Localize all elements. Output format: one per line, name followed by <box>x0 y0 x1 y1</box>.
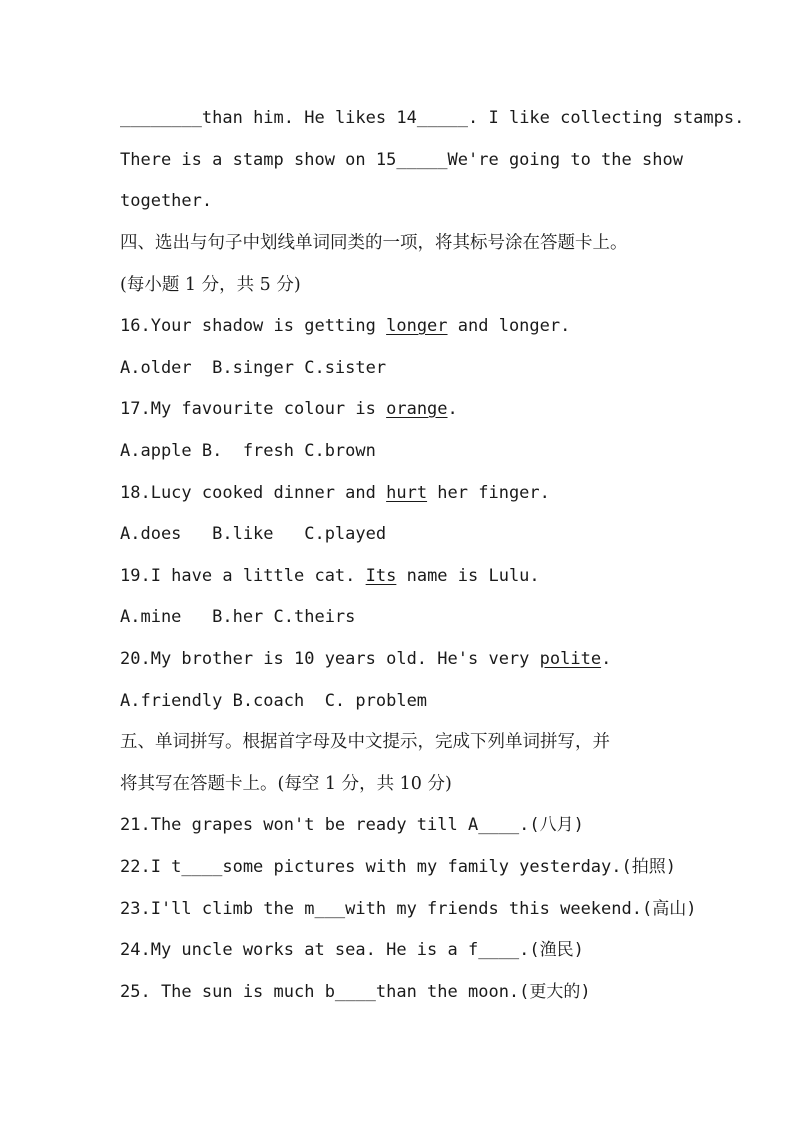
question-text: 20.My brother is 10 years old. He's very <box>120 649 540 669</box>
section-4-score: (每小题 1 分，共 5 分) <box>120 275 301 295</box>
passage-text: . I like collecting stamps. <box>468 108 745 128</box>
section-4-title: 四、选出与句子中划线单词同类的一项，将其标号涂在答题卡上。 <box>120 233 628 253</box>
question-text: name is Lulu. <box>396 566 540 586</box>
underlined-word: polite <box>539 649 602 669</box>
question-text: 19.I have a little cat. <box>120 566 366 586</box>
question-text: . <box>601 649 612 669</box>
question-16-options: A.older B.singer C.sister <box>120 358 387 378</box>
question-19-options: A.mine B.her C.theirs <box>120 607 356 627</box>
question-text: . <box>447 399 458 419</box>
passage-line-3: together. <box>120 191 213 211</box>
question-text: 17.My favourite colour is <box>120 399 387 419</box>
underlined-word: Its <box>365 566 397 586</box>
question-text: her finger. <box>427 483 550 503</box>
underlined-word: longer <box>386 316 448 336</box>
passage-line-1 <box>120 107 745 129</box>
underlined-word: hurt <box>386 483 428 503</box>
passage-text: than him. He likes 14 <box>201 108 417 128</box>
question-text: and longer. <box>447 316 571 336</box>
question-17 <box>120 398 680 420</box>
question-20-options: A.friendly B.coach C. problem <box>120 691 428 711</box>
question-18-options: A.does B.like C.played <box>120 524 387 544</box>
section-5-subtitle: 将其写在答题卡上。(每空 1 分，共 10 分) <box>120 774 452 794</box>
blank-15: _____ <box>396 150 448 170</box>
passage-text: There is a stamp show on 15 <box>120 150 397 170</box>
question-17-options: A.apple B. fresh C.brown <box>120 441 376 461</box>
question-19 <box>120 565 680 587</box>
blank-14: _____ <box>416 108 469 128</box>
passage-text: We're going to the show <box>447 150 683 170</box>
question-text: 18.Lucy cooked dinner and <box>120 483 387 503</box>
underlined-word: orange <box>386 399 448 419</box>
question-22: 22.I t____some pictures with my family yesterday.(拍照) <box>120 857 676 877</box>
question-23: 23.I'll climb the m___with my friends this weekend.(高山) <box>120 899 697 919</box>
blank-13: ________ <box>120 108 202 128</box>
question-16 <box>120 315 680 337</box>
question-21: 21.The grapes won't be ready till A____.(八月) <box>120 815 584 835</box>
question-25: 25. The sun is much b____than the moon.(更大的) <box>120 982 591 1002</box>
section-5-title: 五、单词拼写。根据首字母及中文提示，完成下列单词拼写，并 <box>120 732 610 752</box>
question-text: 16.Your shadow is getting <box>120 316 387 336</box>
question-20 <box>120 648 680 670</box>
passage-line-2 <box>120 149 683 171</box>
question-24: 24.My uncle works at sea. He is a f____.(渔民) <box>120 940 584 960</box>
question-18 <box>120 482 680 504</box>
